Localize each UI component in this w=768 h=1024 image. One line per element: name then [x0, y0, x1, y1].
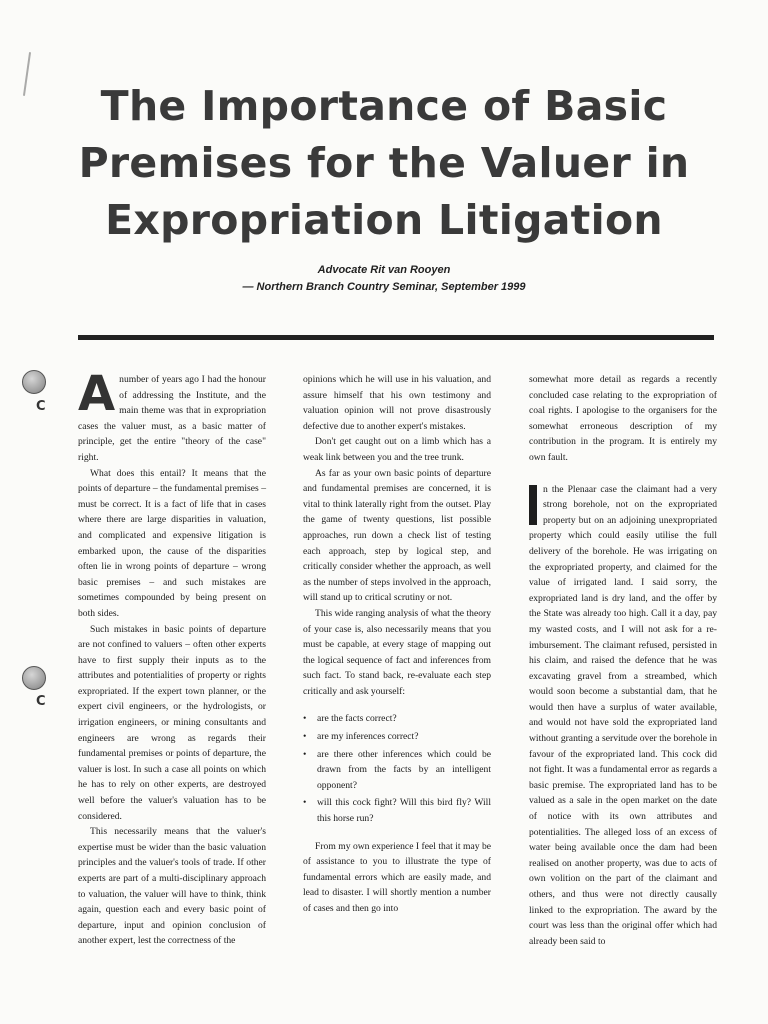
paragraph	[78, 366, 266, 466]
paragraph-gap	[529, 466, 717, 482]
list-item: • are my inferences correct?	[303, 729, 491, 745]
drop-cap	[529, 485, 537, 525]
paragraph: opinions which he will use in his valuation, and assure himself that his own testimony and valuation opinion will not prove disastrously defective due to another expert's mistakes.	[303, 374, 491, 432]
paragraph: This wide ranging analysis of what the theory of your case is, also necessarily means that you must be capable, at every stage of mapping out the logical sequence of fact and inferences from such fact. To stand back, re-evaluate each step critically and ask yourself:	[303, 607, 491, 697]
text-column-3	[529, 372, 717, 949]
paragraph: Such mistakes in basic points of departure are not confined to valuers – often other experts have to first supply their inputs as to the attributes and potentialities of property or rights expropriated. If the expert town planner, or the expert civil engineers, or the hydrologists, or irrigation engineers, or mining consultants and engineers are wrong as regards their fundamental premises or points of departure, the valuer is lost. In such a case all points on which he has to rely on other experts, are destroyed well before the valuer's valuation has to be considered.	[78, 623, 266, 822]
paragraph: As far as your own basic points of departure and fundamental premises are concerned, it is vital to think laterally right from the outset. Play the game of twenty questions, list possible approaches, run down a check list of testing each approach, step by logical step, and critically consider whether the approach, as well as the number of steps involved in the approach, will stand up to critical scrutiny or not.	[303, 467, 491, 604]
event-line: — Northern Branch Country Seminar, September 1999	[242, 281, 526, 293]
paragraph: This necessarily means that the valuer's expertise must be wider than the basic valuation principles and the valuer's tools of trade. If other experts are part of a multi-disciplinary approach to valuation, the valuer will have to think, think again, question each and every basic point of departure, input and opinion conclusion of another expert, lest the correctness of the	[78, 826, 266, 947]
drop-cap: A	[78, 366, 116, 422]
paragraph: What does this entail? It means that the points of departure – the fundamental premises – must be correct. It is a fact of life that in cases where there are large disparities in valuation, and complicated and expensive litigation is embarked upon, the cause of the disparities often lie in wrong points of departure – wrong basic premises – and such mistakes are sometimes compounded by being present on both sides.	[78, 467, 266, 619]
text-column-1	[78, 366, 266, 949]
binder-hole	[22, 666, 46, 690]
text-column-2	[303, 372, 491, 917]
title-line: Premises for the Valuer in	[78, 139, 690, 187]
paragraph-text: n the Plenaar case the claimant had a very strong borehole, not on the expropriated property but on an adjoining unexpropriated property which could easily utilise the full delivery of the borehole. He was irrigating on the expropriated property, and claimed for the value of irrigated land. I said sorry, the expropriated land is dry land, and the offer by the State was already too high. Call it a day, pay my wasted costs, and I will not ask for a re-imbursement. The claimant refused, persisted in his claim, and raised the defence that he was excavating gravel from a streambed, which would soon become a substantial dam, that he would then have a surplus of water available, and would not have sold the expropriated land without granting a servitude over the borehole in favour of the expropriated land. This cock did not fight. It was a fundamental error as regards a basic premise. The expropriated land has to be valued as a sale in the open market on the date of notice with its own attributes and potentialities. The alleged loss of an excess of water being available once the dam had been realised on another property, was due to acts of own volition on the part of the claimant and others, and thus were not directly causally linked to the expropriation. The award by the court was less than the original offer which had already been said to	[529, 483, 717, 947]
paragraph: Don't get caught out on a limb which has a weak link between you and the tree trunk.	[303, 436, 491, 463]
header-rule	[78, 335, 714, 340]
paragraph	[529, 482, 717, 950]
article-title	[40, 78, 728, 249]
list-item: • will this cock fight? Will this bird fly? Will this horse run?	[303, 795, 491, 826]
byline	[0, 262, 768, 296]
margin-mark: C	[36, 399, 46, 414]
author-name: Advocate Rit van Rooyen	[317, 264, 451, 276]
title-line: Expropriation Litigation	[105, 196, 663, 244]
paragraph: somewhat more detail as regards a recently concluded case relating to the expropriation of coal rights. I apologise to the organisers for the somewhat erroneous description of my contribution in the program. It is entirely my own fault.	[529, 374, 717, 463]
stray-pen-mark	[23, 52, 31, 96]
list-item: • are there other inferences which could be drawn from the facts by an intelligent opponent?	[303, 747, 491, 794]
binder-hole	[22, 370, 46, 394]
paragraph-text: number of years ago I had the honour of addressing the Institute, and the main theme was that in expropriation cases the valuer must, as a basic matter of principle, get the entire "theory of the case" right.	[78, 374, 266, 463]
paragraph: From my own experience I feel that it may be of assistance to you to illustrate the type of fundamental errors which are easily made, and lead to disaster. I will shortly mention a number of cases and then go into	[303, 840, 491, 914]
margin-mark: C	[36, 694, 46, 709]
list-item: • are the facts correct?	[303, 711, 491, 727]
title-line: The Importance of Basic	[100, 82, 668, 130]
question-list	[303, 711, 491, 826]
